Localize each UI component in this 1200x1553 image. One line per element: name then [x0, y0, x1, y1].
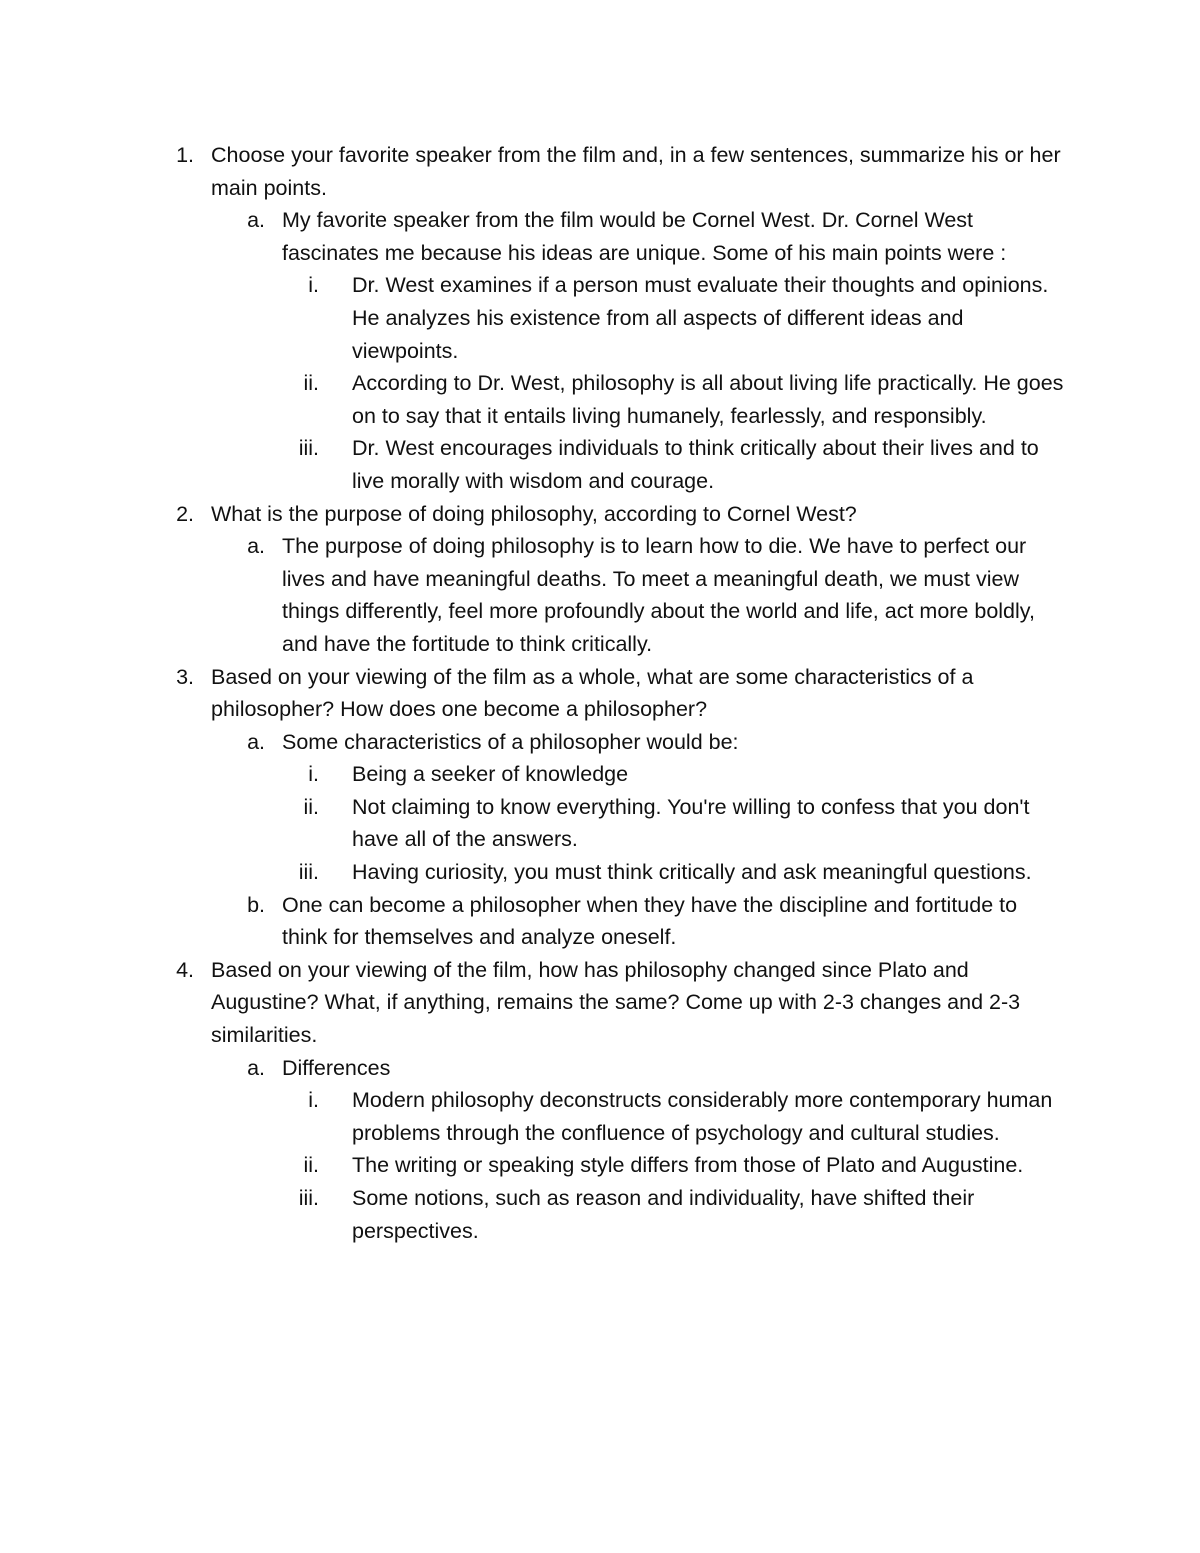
answer-letter: b.: [247, 892, 265, 917]
answer-letter: a.: [247, 208, 265, 233]
point-1a-ii: [0, 367, 1066, 432]
point-numeral: i.: [308, 1088, 319, 1113]
answer-3b: [0, 889, 1066, 954]
answer-2a: [0, 530, 1066, 660]
answer-letter: a.: [247, 729, 265, 754]
question-2: [0, 498, 1066, 531]
point-1a-i: [0, 269, 1066, 367]
document-page: [0, 139, 1200, 1247]
point-numeral: iii.: [298, 436, 319, 461]
point-4a-iii: [0, 1182, 1066, 1247]
point-numeral: ii.: [303, 1153, 319, 1178]
point-4a-i: [0, 1084, 1066, 1149]
point-numeral: iii.: [298, 860, 319, 885]
point-text: Having curiosity, you must think critically and ask meaningful questions.: [352, 860, 1032, 885]
answer-letter: a.: [247, 534, 265, 559]
question-text: Choose your favorite speaker from the film and, in a few sentences, summarize his or her main points.: [211, 143, 1061, 200]
answer-text: Differences: [282, 1055, 391, 1080]
question-number: 2.: [176, 501, 194, 526]
point-text: Dr. West examines if a person must evaluate their thoughts and opinions. He analyzes his existence from all aspects of different ideas and viewpoints.: [352, 273, 1049, 363]
point-text: According to Dr. West, philosophy is all about living life practically. He goes on to say that it entails living humanely, fearlessly, and responsibly.: [352, 371, 1064, 428]
point-text: Dr. West encourages individuals to think critically about their lives and to live morally with wisdom and courage.: [352, 436, 1039, 493]
answer-1a: [0, 204, 1066, 269]
point-numeral: i.: [308, 273, 319, 298]
answer-text: One can become a philosopher when they have the discipline and fortitude to think for themselves and analyze oneself.: [282, 892, 1018, 950]
point-text: Being a seeker of knowledge: [352, 762, 629, 787]
point-3a-i: [0, 758, 1066, 791]
answer-text: The purpose of doing philosophy is to learn how to die. We have to perfect our lives and have meaningful deaths. To meet a meaningful death, we must view things differently, feel more profoundly about the world and life, act more boldly, and have the fortitude to think critically.: [282, 534, 1035, 656]
answer-4a: [0, 1052, 1066, 1085]
question-4: [0, 954, 1066, 1052]
question-number: 4.: [176, 957, 194, 982]
point-text: Modern philosophy deconstructs considerably more contemporary human problems through the confluence of psychology and cultural studies.: [352, 1088, 1053, 1145]
point-4a-ii: [0, 1149, 1066, 1182]
answer-3a: [0, 726, 1066, 759]
point-text: Some notions, such as reason and individuality, have shifted their perspectives.: [352, 1186, 975, 1243]
point-text: The writing or speaking style differs from those of Plato and Augustine.: [352, 1153, 1024, 1178]
question-number: 1.: [176, 143, 194, 167]
point-numeral: i.: [308, 762, 319, 787]
question-number: 3.: [176, 664, 194, 689]
point-numeral: ii.: [303, 794, 319, 819]
answer-letter: a.: [247, 1055, 265, 1080]
question-text: Based on your viewing of the film as a whole, what are some characteristics of a philosopher? How does one become a philosopher?: [211, 664, 974, 722]
question-1: [0, 139, 1066, 204]
question-3: [0, 661, 1066, 726]
question-text: Based on your viewing of the film, how has philosophy changed since Plato and Augustine? What, if anything, remains the same? Come up with 2-3 changes and 2-3 similarities.: [211, 957, 1021, 1048]
point-3a-iii: [0, 856, 1066, 889]
point-text: Not claiming to know everything. You're willing to confess that you don't have all of the answers.: [352, 794, 1030, 852]
point-numeral: iii.: [298, 1186, 319, 1210]
question-text: What is the purpose of doing philosophy, according to Cornel West?: [211, 501, 857, 526]
point-numeral: ii.: [303, 371, 319, 396]
point-1a-iii: [0, 432, 1066, 497]
answer-text: Some characteristics of a philosopher would be:: [282, 729, 739, 754]
point-3a-ii: [0, 791, 1066, 856]
answer-text: My favorite speaker from the film would be Cornel West. Dr. Cornel West fascinates me because his ideas are unique. Some of his main points were :: [282, 208, 1007, 265]
